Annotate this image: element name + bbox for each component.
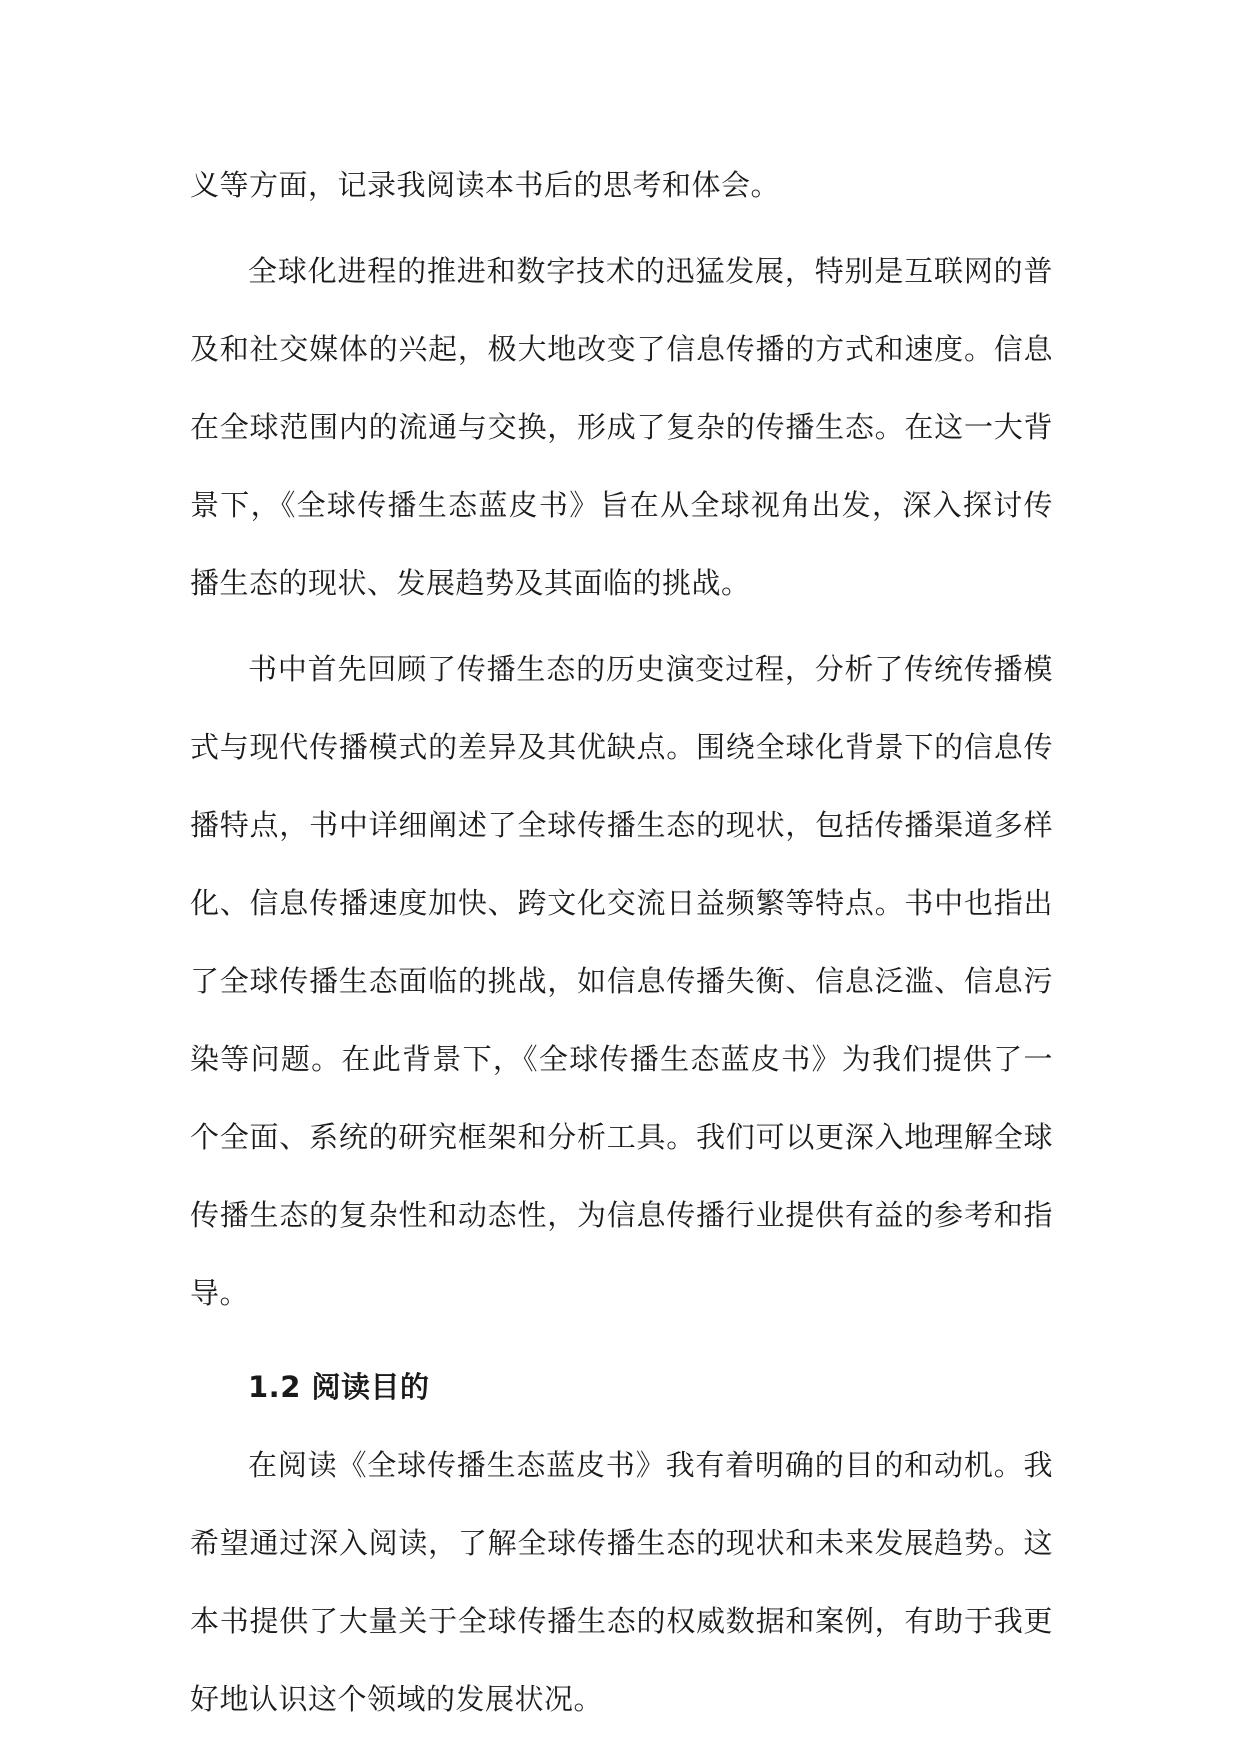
document-body xyxy=(190,146,1053,1746)
paragraph-continued: 义等方面，记录我阅读本书后的思考和体会。 xyxy=(190,168,781,202)
paragraph-book-summary: 书中首先回顾了传播生态的历史演变过程，分析了传统传播模式与现代传播模式的差异及其优缺点。围绕全球化背景下的信息传播特点，书中详细阐述了全球传播生态的现状，包括传播渠道多样化、信息传播速度加快、跨文化交流日益频繁等特点。书中也指出了全球传播生态面临的挑战，如信息传播失衡、信息泛滥、信息污染等问题。在此背景下，《全球传播生态蓝皮书》为我们提供了一个全面、系统的研究框架和分析工具。我们可以更深入地理解全球传播生态的复杂性和动态性，为信息传播行业提供有益的参考和指导。 xyxy=(190,652,1053,1310)
paragraph-background: 全球化进程的推进和数字技术的迅猛发展，特别是互联网的普及和社交媒体的兴起，极大地改变了信息传播的方式和速度。信息在全球范围内的流通与交换，形成了复杂的传播生态。在这一大背景下，《全球传播生态蓝皮书》旨在从全球视角出发，深入探讨传播生态的现状、发展趋势及其面临的挑战。 xyxy=(190,254,1053,600)
paragraph-reading-purpose: 在阅读《全球传播生态蓝皮书》我有着明确的目的和动机。我希望通过深入阅读，了解全球传播生态的现状和未来发展趋势。这本书提供了大量关于全球传播生态的权威数据和案例，有助于我更好地认识这个领域的发展状况。 xyxy=(190,1448,1053,1716)
section-heading: 1.2 阅读目的 xyxy=(248,1370,430,1404)
